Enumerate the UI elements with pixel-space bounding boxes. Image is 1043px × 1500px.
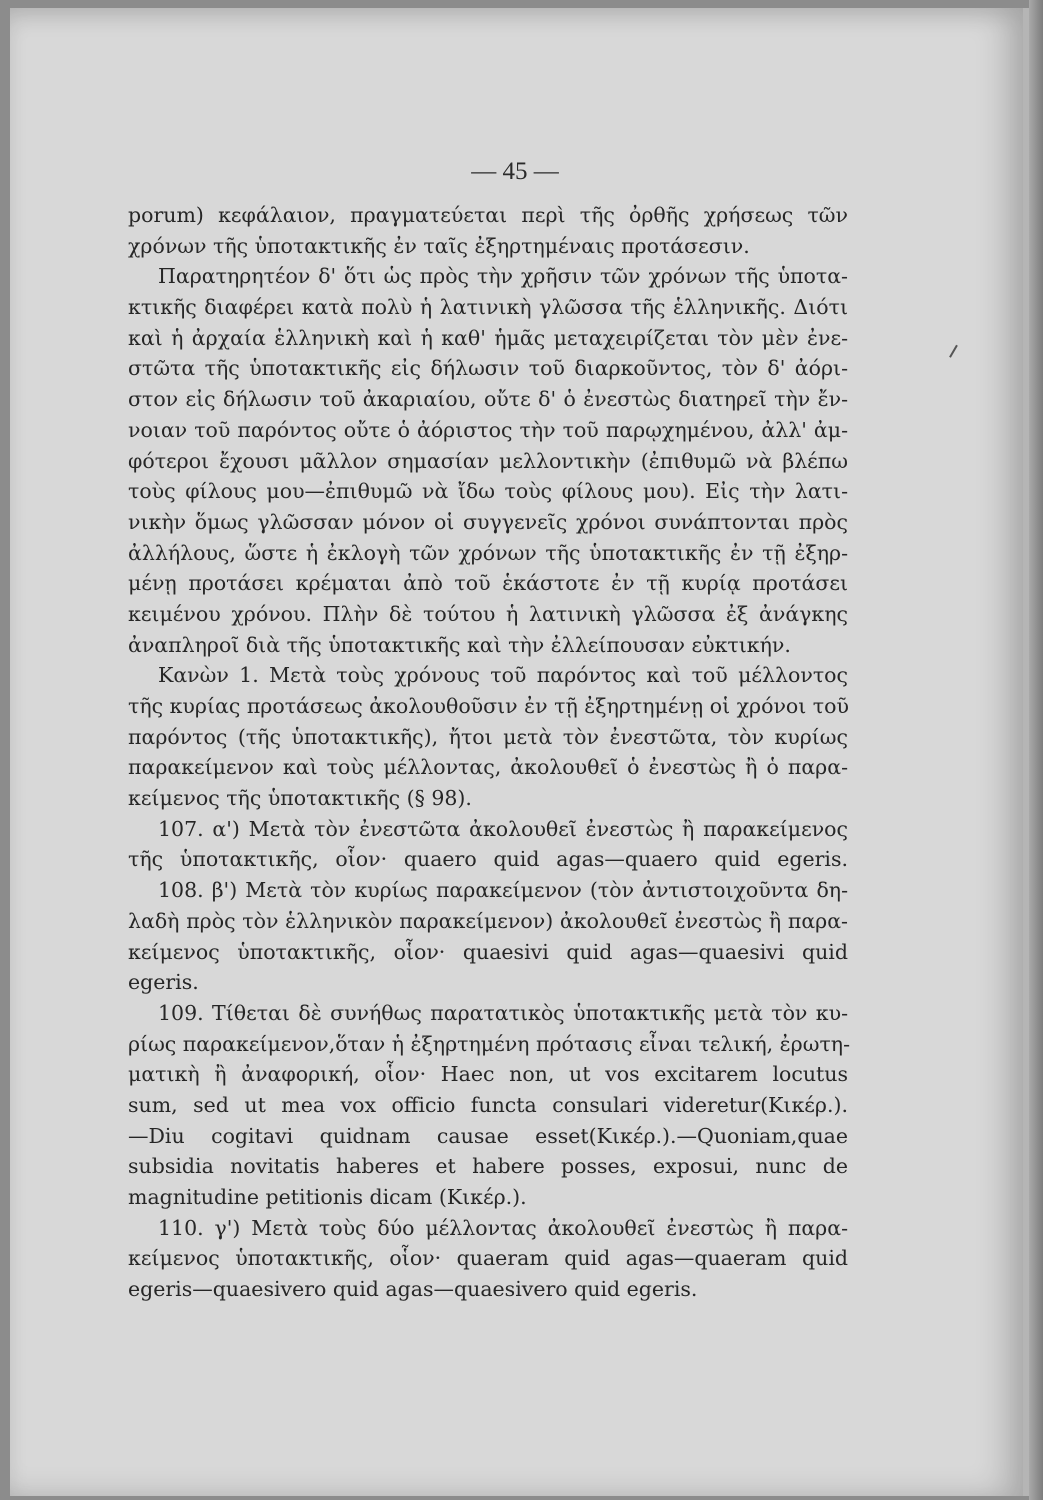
text-line: στῶτα τῆς ὑποτακτικῆς εἰς δήλωσιν τοῦ διαρκοῦντος, τὸν δ' ἀόρι- <box>128 356 848 381</box>
text-line: egeris—quaesivero quid agas—quaesivero quid egeris. <box>128 1277 698 1302</box>
text-line: στον εἰς δήλωσιν τοῦ ἀκαριαίου, οὔτε δ' ὁ ἐνεστὼς διατηρεῖ τὴν ἔν- <box>128 387 848 412</box>
text-line: egeris. <box>128 970 199 995</box>
text-line: κειμένου χρόνου. Πλὴν δὲ τούτου ἡ λατινικὴ γλῶσσα ἐξ ἀνάγκης <box>128 601 848 626</box>
text-line: subsidia novitatis haberes et habere posses, exposui, nunc de <box>128 1154 848 1179</box>
text-line: κείμενος ὑποτακτικῆς, οἷον· quaeram quid agas—quaeram quid <box>128 1246 848 1271</box>
text-line: χρόνων τῆς ὑποτακτικῆς ἐν ταῖς ἐξηρτημέναις προτάσεσιν. <box>128 233 750 258</box>
text-line: 108. β') Μετὰ τὸν κυρίως παρακείμενον (τὸν ἀντιστοιχοῦντα δη- <box>158 878 848 903</box>
pencil-mark <box>949 345 964 362</box>
text-line: φότεροι ἔχουσι μᾶλλον σημασίαν μελλοντικὴν (ἐπιθυμῶ νὰ βλέπω <box>128 448 848 473</box>
text-line: 107. α') Μετὰ τὸν ἐνεστῶτα ἀκολουθεῖ ἐνεστὼς ἢ παρακείμενος <box>158 816 848 841</box>
book-page <box>10 8 1029 1496</box>
text-line: 109. Τίθεται δὲ συνήθως παρατατικὸς ὑποτακτικῆς μετὰ τὸν κυ- <box>158 1000 848 1025</box>
page-edge <box>1029 0 1043 1500</box>
text-line: ματικὴ ἢ ἀναφορική, οἷον· Haec non, ut vos excitarem locutus <box>128 1062 848 1087</box>
text-line: sum, sed ut mea vox officio functa consulari videretur(Κικέρ.). <box>128 1092 848 1117</box>
text-line: νοιαν τοῦ παρόντος οὔτε ὁ ἀόριστος τὴν τοῦ παρῳχημένου, ἀλλ' ἀμ- <box>128 417 848 442</box>
text-line: 110. γ') Μετὰ τοὺς δύο μέλλοντας ἀκολουθεῖ ἐνεστὼς ἢ παρα- <box>158 1215 848 1240</box>
text-line: —Diu cogitavi quidnam causae esset(Κικέρ.).—Quoniam,quae <box>128 1123 848 1148</box>
text-line: ρίως παρακείμενον,ὅταν ἡ ἐξηρτημένη πρότασις εἶναι τελική, ἐρωτη- <box>128 1031 851 1056</box>
text-line: νικὴν ὅμως γλῶσσαν μόνον οἱ συγγενεῖς χρόνοι συνάπτονται πρὸς <box>128 509 848 534</box>
text-line: κτικῆς διαφέρει κατὰ πολὺ ἡ λατινικὴ γλῶσσα τῆς ἑλληνικῆς. Διότι <box>128 295 848 320</box>
text-line: καὶ ἡ ἀρχαία ἑλληνικὴ καὶ ἡ καθ' ἡμᾶς μεταχειρίζεται τὸν μὲν ἐνε- <box>128 325 848 350</box>
body-text <box>128 200 851 1305</box>
text-line: porum) κεφάλαιον, πραγματεύεται περὶ τῆς ὀρθῆς χρήσεως τῶν <box>128 203 848 227</box>
page-number: — 45 — <box>471 158 559 185</box>
text-line: Παρατηρητέον δ' ὅτι ὡς πρὸς τὴν χρῆσιν τῶν χρόνων τῆς ὑποτα- <box>158 264 848 289</box>
text-line: λαδὴ πρὸς τὸν ἑλληνικὸν παρακείμενον) ἀκολουθεῖ ἐνεστὼς ἢ παρα- <box>128 908 848 933</box>
text-line: τῆς ὑποτακτικῆς, οἷον· quaero quid agas—quaero quid egeris. <box>128 847 848 872</box>
text-line: κείμενος τῆς ὑποτακτικῆς (§ 98). <box>128 786 472 811</box>
text-line: Κανὼν 1. Μετὰ τοὺς χρόνους τοῦ παρόντος καὶ τοῦ μέλλοντος <box>158 663 848 688</box>
text-line: τοὺς φίλους μου—ἐπιθυμῶ νὰ ἴδω τοὺς φίλους μου). Εἰς τὴν λατι- <box>128 479 848 504</box>
text-line: ἀναπληροῖ διὰ τῆς ὑποτακτικῆς καὶ τὴν ἐλλείπουσαν εὐκτικήν. <box>128 632 791 657</box>
text-line: μένῃ προτάσει κρέμαται ἀπὸ τοῦ ἑκάστοτε ἐν τῇ κυρίᾳ προτάσει <box>128 571 848 596</box>
text-line: παρακείμενον καὶ τοὺς μέλλοντας, ἀκολουθεῖ ὁ ἐνεστὼς ἢ ὁ παρα- <box>128 755 848 780</box>
text-line: παρόντος (τῆς ὑποτακτικῆς), ἤτοι μετὰ τὸν ἐνεστῶτα, τὸν κυρίως <box>128 724 848 749</box>
text-line: magnitudine petitionis dicam (Κικέρ.). <box>128 1185 527 1209</box>
text-line: ἀλλήλους, ὥστε ἡ ἐκλογὴ τῶν χρόνων τῆς ὑποτακτικῆς ἐν τῇ ἐξηρ- <box>128 540 848 565</box>
text-line: τῆς κυρίας προτάσεως ἀκολουθοῦσιν ἐν τῇ ἐξηρτημένῃ οἱ χρόνοι τοῦ <box>128 694 849 718</box>
text-line: κείμενος ὑποτακτικῆς, οἷον· quaesivi quid agas—quaesivi quid <box>128 939 848 964</box>
